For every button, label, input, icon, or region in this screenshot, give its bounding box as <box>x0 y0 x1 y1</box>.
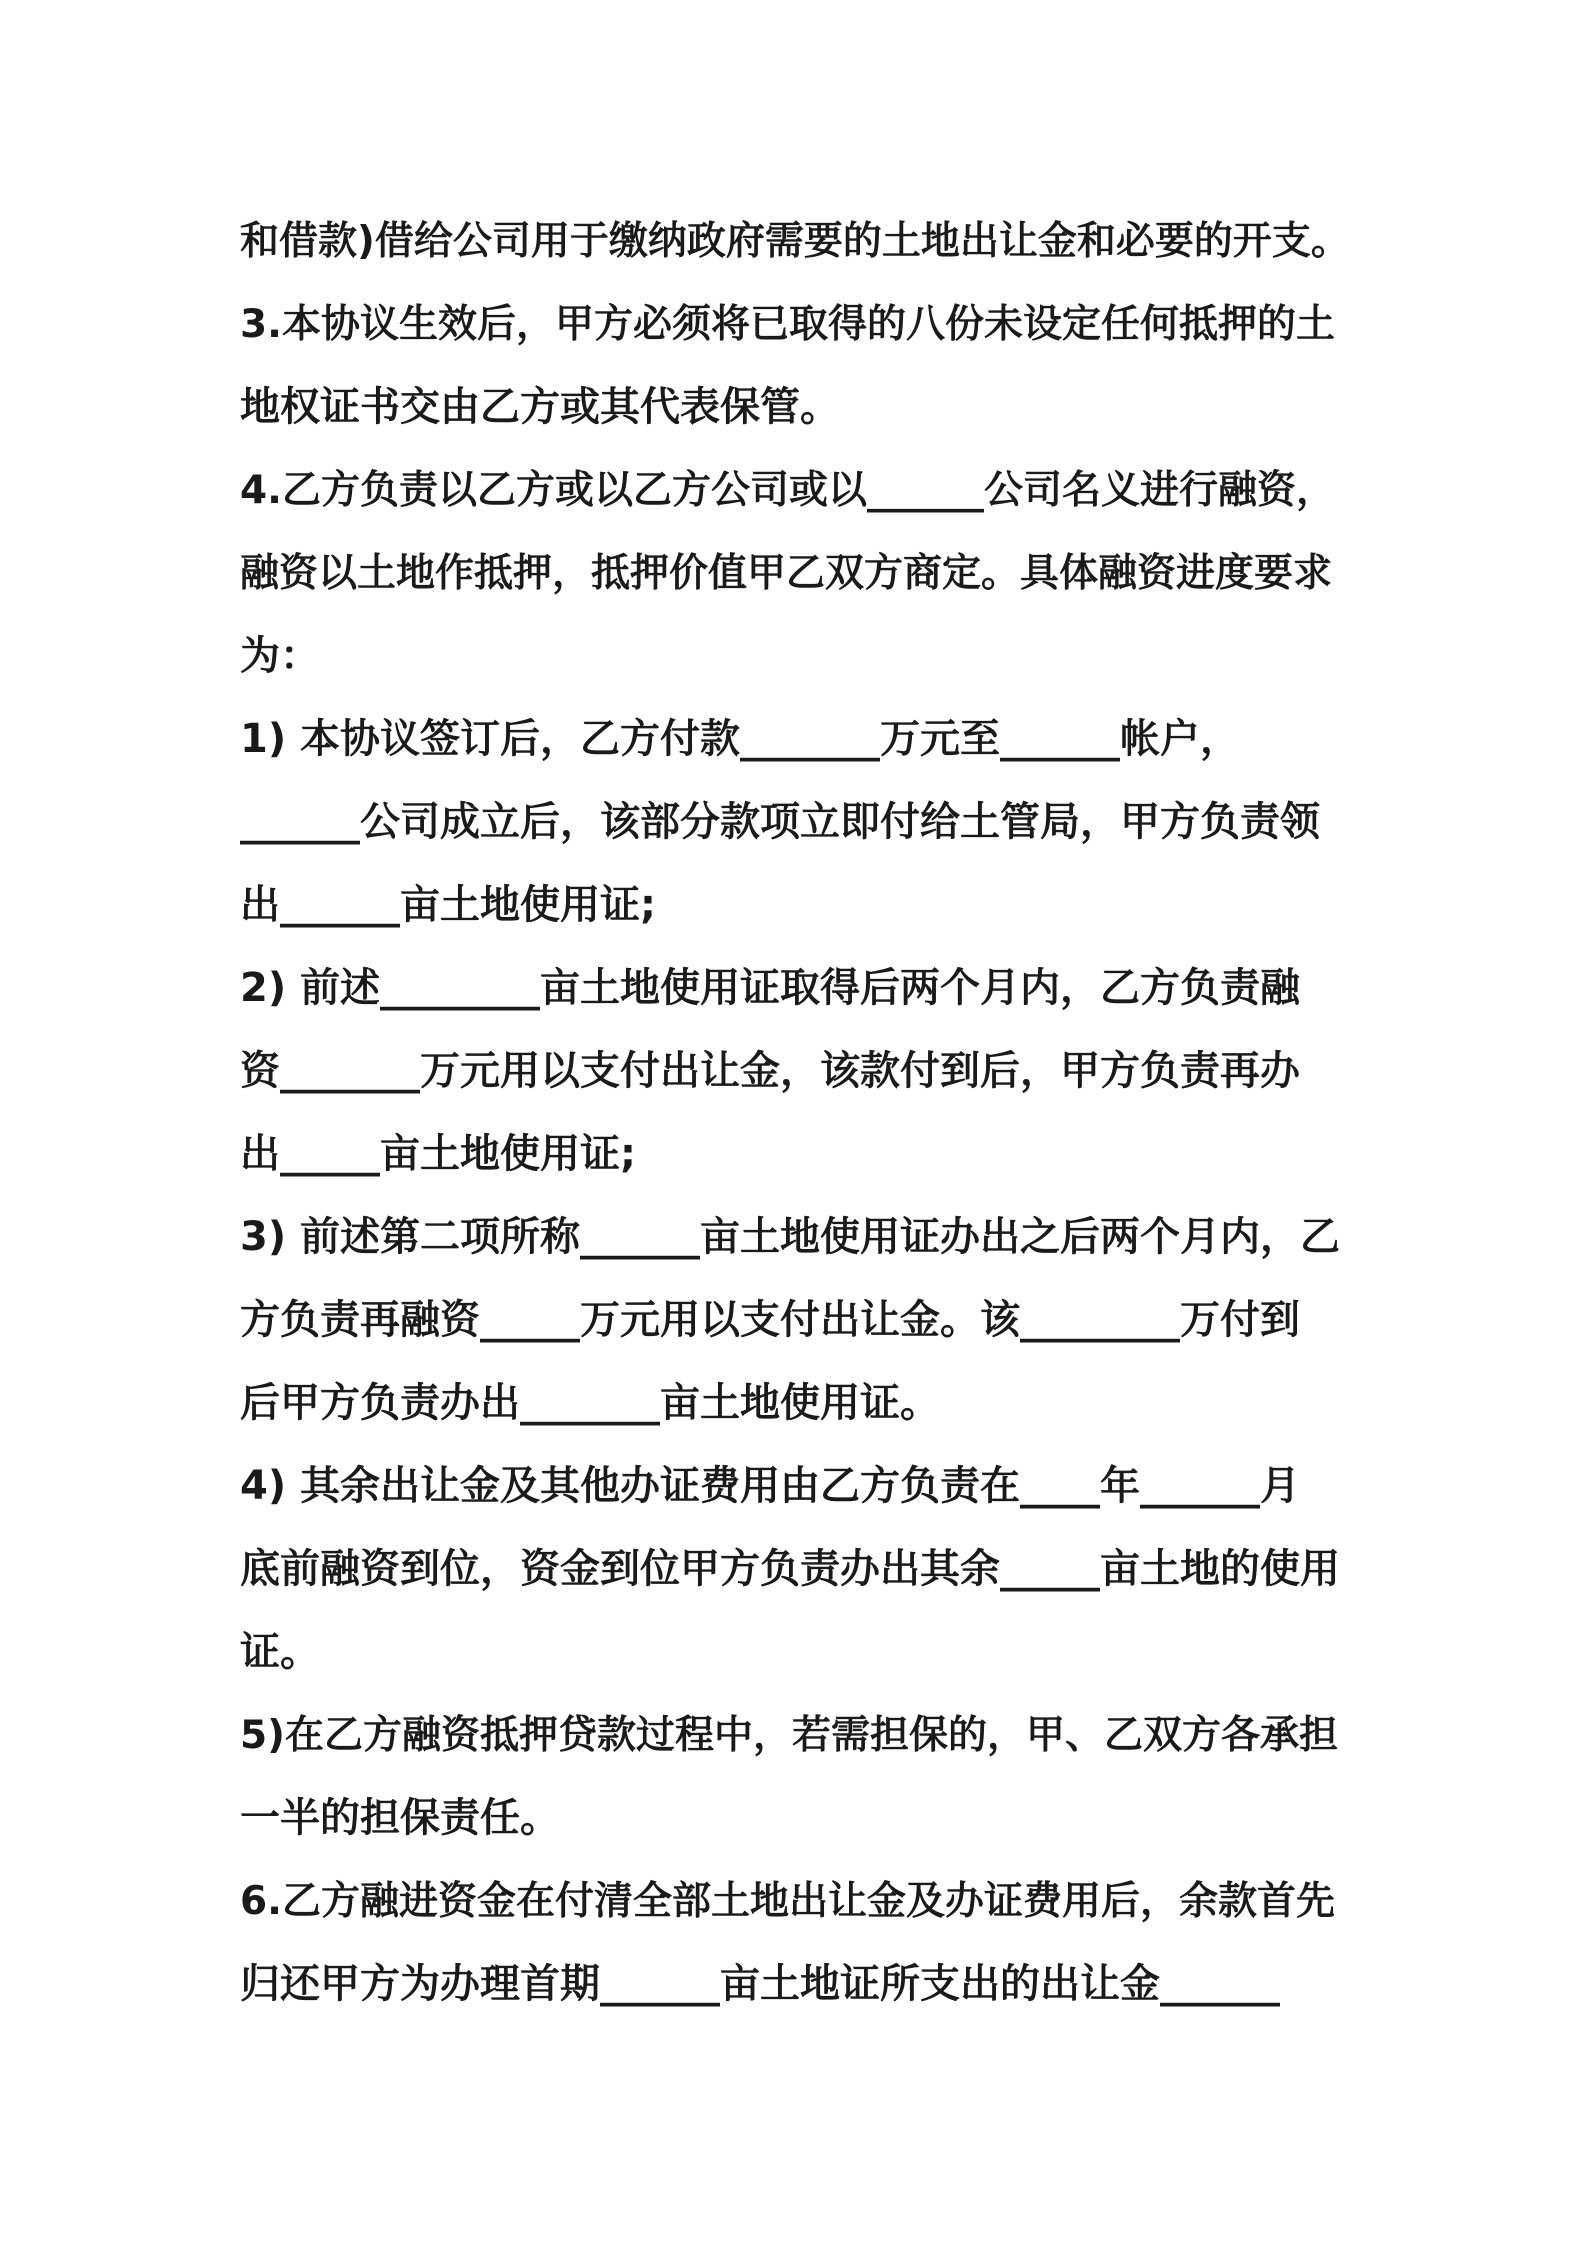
text-line-1: 和借款)借给公司用于缴纳政府需要的土地出让金和必要的开支。 <box>240 218 1350 264</box>
text-line-7: 1) 本协议签订后，乙方付款_______万元至______帐户， <box>240 716 1241 762</box>
text-line-21: 6.乙方融进资金在付清全部土地出让金及办证费用后，余款首先 <box>240 1878 1335 1924</box>
text-line-15: 后甲方负责办出_______亩土地使用证。 <box>240 1380 940 1426</box>
text-line-17: 底前融资到位，资金到位甲方负责办出其余_____亩土地的使用 <box>240 1546 1340 1592</box>
text-line-11: 资_______万元用以支付出让金，该款付到后，甲方负责再办 <box>240 1048 1300 1094</box>
text-line-3: 地权证书交由乙方或其代表保管。 <box>240 384 840 430</box>
text-line-9: 出______亩土地使用证; <box>240 882 656 928</box>
text-line-13: 3) 前述第二项所称______亩土地使用证办出之后两个月内，乙 <box>240 1214 1341 1260</box>
text-line-19: 5)在乙方融资抵押贷款过程中，若需担保的，甲、乙双方各承担 <box>240 1712 1338 1758</box>
text-line-5: 融资以土地作抵押，抵押价值甲乙双方商定。具体融资进度要求 <box>240 550 1333 596</box>
text-line-20: 一半的担保责任。 <box>240 1795 560 1841</box>
text-line-2: 3.本协议生效后，甲方必须将已取得的八份未设定任何抵押的土 <box>240 301 1335 347</box>
text-line-4: 4.乙方负责以乙方或以乙方公司或以______公司名义进行融资， <box>240 467 1335 513</box>
text-line-12: 出_____亩土地使用证; <box>240 1131 636 1177</box>
text-line-6: 为： <box>240 633 320 679</box>
agreement-text <box>240 196 1350 2022</box>
text-line-10: 2) 前述________亩土地使用证取得后两个月内，乙方负责融 <box>240 965 1301 1011</box>
text-line-16: 4) 其余出让金及其他办证费用由乙方负责在____年______月 <box>240 1463 1301 1509</box>
text-line-22: 归还甲方为办理首期______亩土地证所支出的出让金______ <box>240 1961 1280 2007</box>
text-line-18: 证。 <box>240 1629 320 1675</box>
text-line-14: 方负责再融资_____万元用以支付出让金。该________万付到 <box>240 1297 1300 1343</box>
text-line-8: ______公司成立后，该部分款项立即付给土管局，甲方负责领 <box>240 799 1320 845</box>
